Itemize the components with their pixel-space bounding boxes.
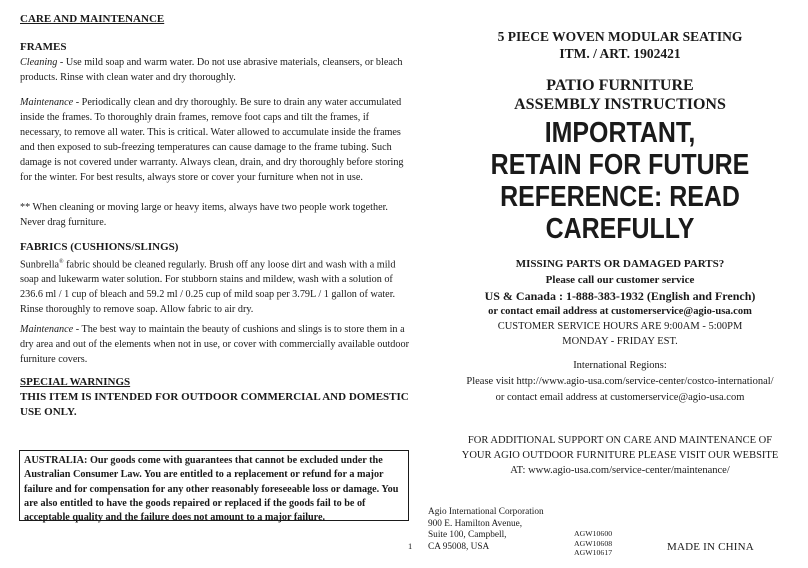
registered-mark: ® xyxy=(59,259,64,265)
care-heading-text: CARE AND MAINTENANCE xyxy=(20,13,165,25)
international-visit-link: Please visit http://www.agio-usa.com/service-center/costco-international/ xyxy=(466,376,774,387)
fabrics-text: fabric should be cleaned regularly. Brush off any loose dirt and wash with a mild soap and lukewarm water solution. For stubborn stains and mildew, wash with a solution of 236.6 ml / 1 cup of bleach and 59.2 ml / 0.25 cup of mild soap per 3.79L / 1 gallon of water. Rinse thoroughly to remove soap. Allow fabric to air dry. xyxy=(20,259,396,316)
australia-notice-text: AUSTRALIA: Our goods come with guarantees that cannot be excluded under the Australian Consumer Law. You are entitled to a replacement or refund for a major failure and for compensation for any other reasonably foreseeable loss or damage. You are also entitled to have the goods repaired or replaced if the goods fail to be of acceptable quality and the failure does not amount to a major failure. xyxy=(24,455,399,524)
international-regions xyxy=(440,358,800,406)
cleaning-text: - Use mild soap and warm water. Do not use abrasive materials, cleansers, or bleach products. Rinse with clean water and dry thoroughly. xyxy=(20,57,403,83)
address-line-3: Suite 100, Campbell, xyxy=(428,530,507,540)
service-hours xyxy=(440,319,800,349)
fabrics-paragraph xyxy=(20,255,410,317)
fabrics-section xyxy=(20,240,410,317)
model-code: AGW10600 xyxy=(574,529,613,538)
missing-parts-block xyxy=(440,256,800,288)
address-line-4: CA 95008, USA xyxy=(428,541,490,552)
cleaning-label: Cleaning xyxy=(20,57,58,68)
model-code: AGW10608 xyxy=(574,538,613,548)
address-line-2: 900 E. Hamilton Avenue, xyxy=(428,518,523,529)
special-warnings-section xyxy=(20,375,410,420)
two-people-note xyxy=(20,200,410,230)
support-line-2: YOUR AGIO OUTDOOR FURNITURE PLEASE VISIT OUR WEBSITE xyxy=(461,450,779,461)
model-codes xyxy=(574,529,654,558)
fabric-maintenance-label: Maintenance xyxy=(20,324,74,335)
page-number: 1 xyxy=(408,541,413,551)
special-warnings-text: THIS ITEM IS INTENDED FOR OUTDOOR COMMERCIAL AND DOMESTIC USE ONLY. xyxy=(20,391,409,418)
phone-line: US & Canada : 1-888-383-1932 (English and French) xyxy=(484,289,756,303)
fabric-maintenance-text: - The best way to maintain the beauty of cushions and slings is to store them in a dry area and out of the elements when not in use, or cover with commercially available outdoor furniture covers. xyxy=(20,324,409,365)
two-people-note-text: ** When cleaning or moving large or heavy items, always have two people work together. Never drag furniture. xyxy=(20,202,388,228)
address-line-1: Agio International Corporation xyxy=(428,507,544,517)
subtitle-line-1: PATIO FURNITURE xyxy=(546,77,694,94)
frames-maintenance-paragraph xyxy=(20,95,410,185)
international-email: or contact email address at customerservice@agio-usa.com xyxy=(495,392,745,403)
frames-section xyxy=(20,40,410,85)
fabric-maintenance-paragraph xyxy=(20,322,410,367)
important-line-4: CAREFULLY xyxy=(545,213,695,245)
australia-notice-box xyxy=(19,450,409,524)
important-line-3: REFERENCE: READ xyxy=(500,181,740,213)
company-address xyxy=(428,507,588,553)
subtitle-line-2: ASSEMBLY INSTRUCTIONS xyxy=(514,96,726,113)
special-warnings-heading: SPECIAL WARNINGS xyxy=(20,376,131,388)
hours-line-2: MONDAY - FRIDAY EST. xyxy=(562,336,678,347)
fabrics-heading: FABRICS (CUSHIONS/SLINGS) xyxy=(20,241,179,253)
important-line-2: RETAIN FOR FUTURE xyxy=(490,149,750,181)
care-maintenance-heading xyxy=(20,12,410,27)
email-line: or contact email address at customerservice@agio-usa.com xyxy=(488,306,752,317)
frames-heading: FRAMES xyxy=(20,41,67,53)
support-website: AT: www.agio-usa.com/service-center/maintenance/ xyxy=(510,465,730,476)
assembly-subtitle xyxy=(440,76,800,114)
additional-support xyxy=(440,433,800,478)
important-line-1: IMPORTANT, xyxy=(544,117,696,149)
made-in-label: MADE IN CHINA xyxy=(667,541,754,553)
important-notice xyxy=(457,117,784,245)
hours-line-1: CUSTOMER SERVICE HOURS ARE 9:00AM - 5:00PM xyxy=(497,321,743,332)
international-heading: International Regions: xyxy=(573,360,667,371)
product-title xyxy=(440,28,800,62)
product-name: 5 PIECE WOVEN MODULAR SEATING xyxy=(497,29,743,44)
sunbrella-name: Sunbrella xyxy=(20,259,60,271)
cleaning-paragraph xyxy=(20,55,410,85)
missing-parts-heading: MISSING PARTS OR DAMAGED PARTS? xyxy=(515,258,725,270)
call-customer-service: Please call our customer service xyxy=(545,274,695,286)
item-number: ITM. / ART. 1902421 xyxy=(559,46,681,61)
model-code: AGW10617 xyxy=(574,548,613,557)
maintenance-label: Maintenance xyxy=(20,97,74,108)
maintenance-text: - Periodically clean and dry thoroughly. Be sure to drain any water accumulated inside the frames. To thoroughly drain frames, remove foot caps and tilt the frames, if necessary, to remove all water. This is critical. Water allowed to accumulate inside the frames and then exposed to sub-freezing temperatures can cause damage to the frame tubing. Such damage is not covered under warranty. Always clean, drain, and dry thoroughly before storing for the winter. For best results, always store or cover your furniture when not in use. xyxy=(20,97,404,183)
support-line-1: FOR ADDITIONAL SUPPORT ON CARE AND MAINTENANCE OF xyxy=(467,435,773,446)
